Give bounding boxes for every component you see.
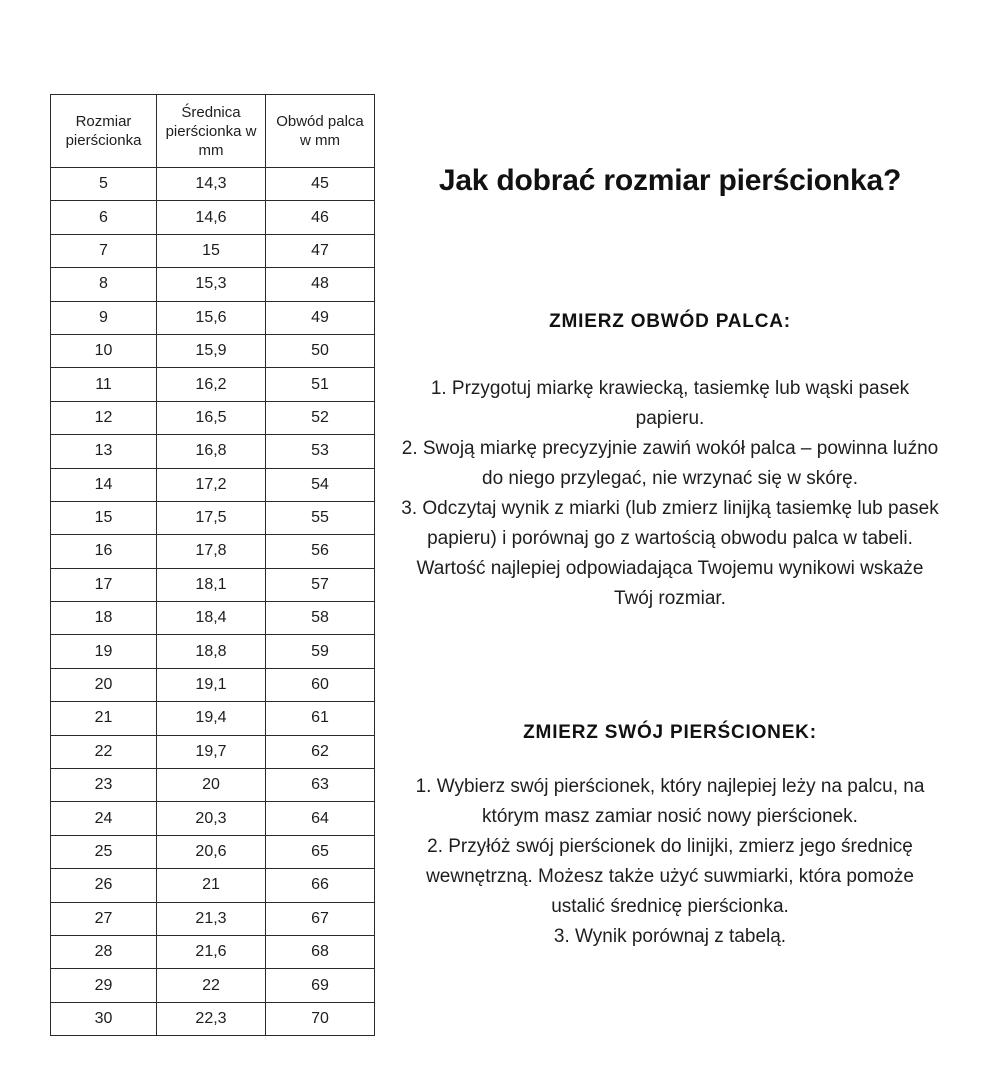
table-cell: 13: [51, 435, 157, 468]
table-row: [51, 468, 375, 501]
table-cell: 8: [51, 268, 157, 301]
table-cell: 11: [51, 368, 157, 401]
table-cell: 50: [266, 334, 375, 367]
table-cell: 20,6: [157, 835, 266, 868]
table-cell: 49: [266, 301, 375, 334]
table-row: [51, 668, 375, 701]
table-body: [51, 168, 375, 1036]
table-row: [51, 268, 375, 301]
table-cell: 62: [266, 735, 375, 768]
table-cell: 52: [266, 401, 375, 434]
table-cell: 58: [266, 602, 375, 635]
table-row: [51, 201, 375, 234]
table-cell: 17,5: [157, 501, 266, 534]
table-cell: 21: [157, 869, 266, 902]
table-cell: 15,6: [157, 301, 266, 334]
table-cell: 5: [51, 168, 157, 201]
table-row: [51, 869, 375, 902]
table-row: [51, 702, 375, 735]
table-cell: 17,8: [157, 535, 266, 568]
table-cell: 51: [266, 368, 375, 401]
step: 3. Wynik porównaj z tabelą.: [553, 926, 787, 947]
table-row: [51, 935, 375, 968]
table-cell: 27: [51, 902, 157, 935]
table-cell: 21,3: [157, 902, 266, 935]
step: 3. Odczytaj wynik z miarki (lub zmierz linijką tasiemkę lub pasek papieru) i porównaj go z wartością obwodu palca w tabeli. Wartość najlepiej odpowiadająca Twojemu wynikowi wskaże Twój rozmiar.: [401, 498, 939, 609]
table-cell: 60: [266, 668, 375, 701]
table-row: [51, 401, 375, 434]
table-cell: 56: [266, 535, 375, 568]
table-cell: 20: [157, 769, 266, 802]
table-cell: 15: [157, 234, 266, 267]
table-cell: 29: [51, 969, 157, 1002]
table-row: [51, 835, 375, 868]
header-cell: Obwód palca w mm: [266, 95, 375, 168]
table-cell: 14,6: [157, 201, 266, 234]
table-cell: 16: [51, 535, 157, 568]
table-cell: 57: [266, 568, 375, 601]
table-cell: 66: [266, 869, 375, 902]
table-row: [51, 735, 375, 768]
table-row: [51, 635, 375, 668]
section-heading-measure-finger: ZMIERZ OBWÓD PALCA:: [549, 311, 791, 332]
table-cell: 14: [51, 468, 157, 501]
ring-size-table: [50, 94, 375, 1036]
table-row: [51, 234, 375, 267]
section-heading-measure-ring: ZMIERZ SWÓJ PIERŚCIONEK:: [523, 722, 817, 743]
table-cell: 63: [266, 769, 375, 802]
step: 2. Przyłóż swój pierścionek do linijki, zmierz jego średnicę wewnętrzną. Możesz także użyć suwmiarki, która pomoże ustalić średnicę pierścionka.: [426, 836, 914, 917]
table-cell: 19,1: [157, 668, 266, 701]
table-cell: 19: [51, 635, 157, 668]
table-row: [51, 368, 375, 401]
table-cell: 26: [51, 869, 157, 902]
table-cell: 15,9: [157, 334, 266, 367]
table-cell: 16,5: [157, 401, 266, 434]
table-cell: 18,4: [157, 602, 266, 635]
table-cell: 19,7: [157, 735, 266, 768]
table-cell: 15: [51, 501, 157, 534]
page-title: Jak dobrać rozmiar pierścionka?: [438, 164, 902, 197]
table-cell: 55: [266, 501, 375, 534]
table-cell: 22,3: [157, 1002, 266, 1035]
table-cell: 61: [266, 702, 375, 735]
table-cell: 21,6: [157, 935, 266, 968]
step: 1. Wybierz swój pierścionek, który najlepiej leży na palcu, na którym masz zamiar nosić nowy pierścionek.: [415, 776, 925, 827]
table-row: [51, 568, 375, 601]
table-cell: 9: [51, 301, 157, 334]
table-cell: 47: [266, 234, 375, 267]
table-cell: 14,3: [157, 168, 266, 201]
table-cell: 46: [266, 201, 375, 234]
table-cell: 18,8: [157, 635, 266, 668]
table-cell: 28: [51, 935, 157, 968]
table-row: [51, 802, 375, 835]
table-cell: 48: [266, 268, 375, 301]
table-cell: 23: [51, 769, 157, 802]
table-row: [51, 535, 375, 568]
table-cell: 17: [51, 568, 157, 601]
table-cell: 65: [266, 835, 375, 868]
table-cell: 53: [266, 435, 375, 468]
table-cell: 70: [266, 1002, 375, 1035]
table-cell: 20,3: [157, 802, 266, 835]
table-cell: 59: [266, 635, 375, 668]
table-cell: 17,2: [157, 468, 266, 501]
table-row: [51, 168, 375, 201]
table-cell: 7: [51, 234, 157, 267]
table-row: [51, 501, 375, 534]
table-row: [51, 334, 375, 367]
header-cell: Średnica pierścionka w mm: [157, 95, 266, 168]
header-cell: Rozmiar pierścionka: [51, 95, 157, 168]
table-row: [51, 969, 375, 1002]
table-cell: 30: [51, 1002, 157, 1035]
table-cell: 19,4: [157, 702, 266, 735]
table-cell: 67: [266, 902, 375, 935]
table-cell: 16,2: [157, 368, 266, 401]
table-cell: 68: [266, 935, 375, 968]
table-cell: 69: [266, 969, 375, 1002]
table-row: [51, 1002, 375, 1035]
step: 1. Przygotuj miarkę krawiecką, tasiemkę lub wąski pasek papieru.: [430, 378, 910, 429]
table-cell: 45: [266, 168, 375, 201]
table-cell: 16,8: [157, 435, 266, 468]
table-cell: 24: [51, 802, 157, 835]
table-cell: 18: [51, 602, 157, 635]
guide-panel: [400, 0, 940, 1084]
step: 2. Swoją miarkę precyzyjnie zawiń wokół palca – powinna luźno do niego przylegać, nie wrzynać się w skórę.: [401, 438, 939, 489]
table-header-row: [51, 95, 375, 168]
table-row: [51, 769, 375, 802]
table-cell: 64: [266, 802, 375, 835]
table-cell: 54: [266, 468, 375, 501]
table-cell: 25: [51, 835, 157, 868]
table-row: [51, 902, 375, 935]
table-row: [51, 435, 375, 468]
table-cell: 22: [51, 735, 157, 768]
table-cell: 18,1: [157, 568, 266, 601]
table-cell: 15,3: [157, 268, 266, 301]
steps-measure-finger: [400, 374, 940, 614]
table-cell: 12: [51, 401, 157, 434]
table-cell: 10: [51, 334, 157, 367]
table-cell: 20: [51, 668, 157, 701]
table-cell: 21: [51, 702, 157, 735]
table-cell: 6: [51, 201, 157, 234]
steps-measure-ring: [400, 772, 940, 952]
table-row: [51, 602, 375, 635]
table-row: [51, 301, 375, 334]
table-cell: 22: [157, 969, 266, 1002]
